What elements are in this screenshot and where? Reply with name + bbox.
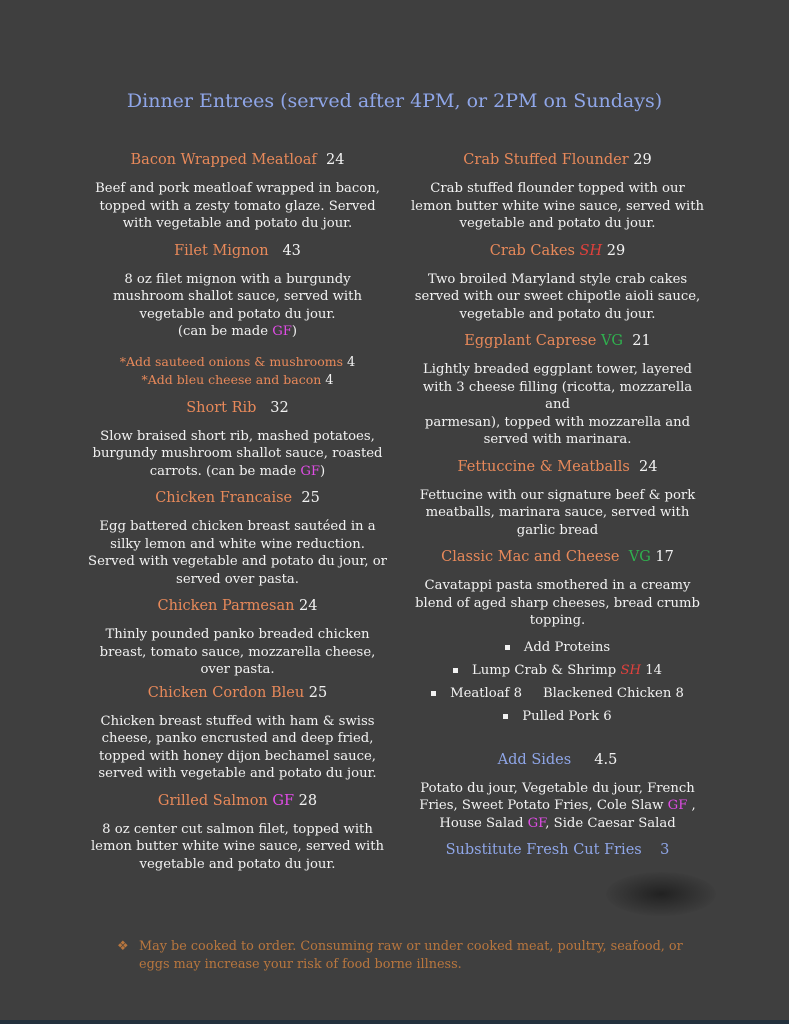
item-name: Crab Stuffed Flounder bbox=[463, 152, 629, 168]
menu-item-chicken-parmesan bbox=[80, 598, 395, 679]
menu-item-fettuccine-meatballs bbox=[410, 459, 705, 540]
gf-tag: GF bbox=[300, 463, 321, 479]
item-name: Filet Mignon bbox=[174, 242, 269, 259]
item-description: Crab stuffed flounder topped with our lemon butter white wine sauce, served with vegetable and potato du jour. bbox=[410, 181, 705, 231]
item-name: Fettuccine & Meatballs bbox=[457, 458, 630, 475]
item-price: 29 bbox=[633, 152, 652, 168]
menu-item-meatloaf bbox=[80, 152, 395, 233]
menu-item-chicken-francaise bbox=[80, 490, 395, 588]
item-price: 25 bbox=[301, 490, 320, 506]
item-description: Fettucine with our signature beef & pork meatballs, marinara sauce, served with garlic bread bbox=[419, 487, 696, 538]
gf-tag: GF bbox=[527, 815, 546, 831]
list-item: Add Proteins bbox=[410, 640, 705, 655]
item-name: Chicken Francaise bbox=[155, 490, 293, 506]
item-name: Grilled Salmon bbox=[157, 792, 268, 809]
item-name: Substitute Fresh Cut Fries bbox=[445, 842, 642, 858]
item-price: 29 bbox=[606, 242, 626, 259]
item-name: Eggplant Caprese bbox=[464, 333, 597, 349]
menu-item-mac-and-cheese bbox=[410, 549, 705, 630]
item-description: Potato du jour, Vegetable du jour, French Fries, Sweet Potato Fries, Cole Slaw GF , House Salad GF, Side Caesar Salad bbox=[419, 780, 696, 831]
sh-tag: SH bbox=[620, 662, 641, 678]
menu-item-crab-cakes bbox=[410, 243, 705, 324]
vg-tag: VG bbox=[628, 549, 651, 565]
item-description: Egg battered chicken breast sautéed in a silky lemon and white wine reduction. Served with vegetable and potato du jour, or served over pasta. bbox=[88, 519, 387, 587]
item-description: 8 oz filet mignon with a burgundy mushroom shallot sauce, served with vegetable and potato du jour. (can be made GF) bbox=[113, 271, 362, 339]
item-description: Slow braised short rib, mashed potatoes, burgundy mushroom shallot sauce, roasted carrots. (can be made GF) bbox=[92, 428, 383, 479]
menu-item-grilled-salmon bbox=[80, 793, 395, 874]
item-name: Short Rib bbox=[186, 399, 257, 416]
menu-item-cordon-bleu bbox=[80, 685, 395, 783]
list-item: Pulled Pork 6 bbox=[410, 709, 705, 724]
menu-item-eggplant-caprese bbox=[410, 333, 705, 449]
item-name: Classic Mac and Cheese bbox=[441, 549, 620, 565]
list-item: Lump Crab & Shrimp SH 14 bbox=[410, 663, 705, 678]
item-price: 32 bbox=[270, 399, 289, 416]
item-price: 17 bbox=[655, 549, 674, 565]
menu-item-filet bbox=[80, 243, 395, 390]
bullet-icon bbox=[453, 668, 458, 673]
item-price: 43 bbox=[282, 242, 301, 259]
gf-tag: GF bbox=[272, 792, 295, 809]
sh-tag: SH bbox=[579, 242, 603, 259]
item-description: Cavatappi pasta smothered in a creamy blend of aged sharp cheeses, bread crumb topping. bbox=[415, 578, 700, 628]
page-title: Dinner Entrees (served after 4PM, or 2PM on Sundays) bbox=[126, 90, 663, 112]
substitute-fries bbox=[410, 842, 705, 858]
bullet-icon bbox=[503, 714, 508, 719]
item-name: Crab Cakes bbox=[489, 242, 575, 259]
item-name: Add Sides bbox=[497, 751, 572, 768]
add-proteins-list bbox=[410, 640, 705, 724]
item-description: Thinly pounded panko breaded chicken breast, tomato sauce, mozzarella cheese, over pasta. bbox=[99, 627, 376, 677]
item-name: Chicken Parmesan bbox=[157, 598, 295, 614]
item-description: Two broiled Maryland style crab cakes served with our sweet chipotle aioli sauce, vegetable and potato du jour. bbox=[414, 271, 701, 322]
item-price: 3 bbox=[660, 842, 670, 858]
gf-tag: GF bbox=[272, 324, 292, 339]
item-description: 8 oz center cut salmon filet, topped with lemon butter white wine sauce, served with vegetable and potato du jour. bbox=[90, 821, 385, 872]
left-column bbox=[80, 152, 395, 873]
bullet-icon bbox=[431, 691, 436, 696]
ink-smudge bbox=[606, 872, 716, 916]
gf-tag: GF bbox=[667, 798, 688, 813]
item-price: 28 bbox=[298, 792, 318, 809]
menu-item-short-rib bbox=[80, 400, 395, 481]
food-safety-disclaimer: ❖ May be cooked to order. Consuming raw or under cooked meat, poultry, seafood, or eggs may increase your risk of food borne illness. bbox=[117, 939, 683, 972]
right-column bbox=[410, 152, 705, 870]
add-sides-section bbox=[410, 752, 705, 833]
vg-tag: VG bbox=[600, 333, 624, 349]
item-price: 24 bbox=[639, 458, 658, 475]
list-item: Meatloaf 8 Blackened Chicken 8 bbox=[410, 686, 705, 701]
item-price: 4.5 bbox=[594, 751, 618, 768]
item-description: Lightly breaded eggplant tower, layered with 3 cheese filling (ricotta, mozzarella and parmesan), topped with mozzarella and served with marinara. bbox=[422, 362, 693, 447]
item-description: Chicken breast stuffed with ham & swiss cheese, panko encrusted and deep fried, topped with honey dijon bechamel sauce, served with vegetable and potato du jour. bbox=[98, 713, 377, 781]
diamond-bullet-icon: ❖ bbox=[117, 939, 129, 954]
menu-item-crab-flounder bbox=[410, 152, 705, 233]
addon-options: *Add sauteed onions & mushrooms 4 *Add bleu cheese and bacon 4 bbox=[119, 353, 356, 388]
item-description: Beef and pork meatloaf wrapped in bacon, topped with a zesty tomato glaze. Served with vegetable and potato du jour. bbox=[95, 181, 380, 231]
bullet-icon bbox=[505, 645, 510, 650]
item-price: 21 bbox=[632, 333, 651, 349]
bottom-border bbox=[0, 1020, 789, 1024]
item-price: 24 bbox=[299, 598, 318, 614]
item-price: 24 bbox=[326, 152, 345, 168]
item-price: 25 bbox=[308, 684, 328, 701]
item-name: Bacon Wrapped Meatloaf bbox=[130, 152, 317, 168]
item-name: Chicken Cordon Bleu bbox=[147, 684, 305, 701]
